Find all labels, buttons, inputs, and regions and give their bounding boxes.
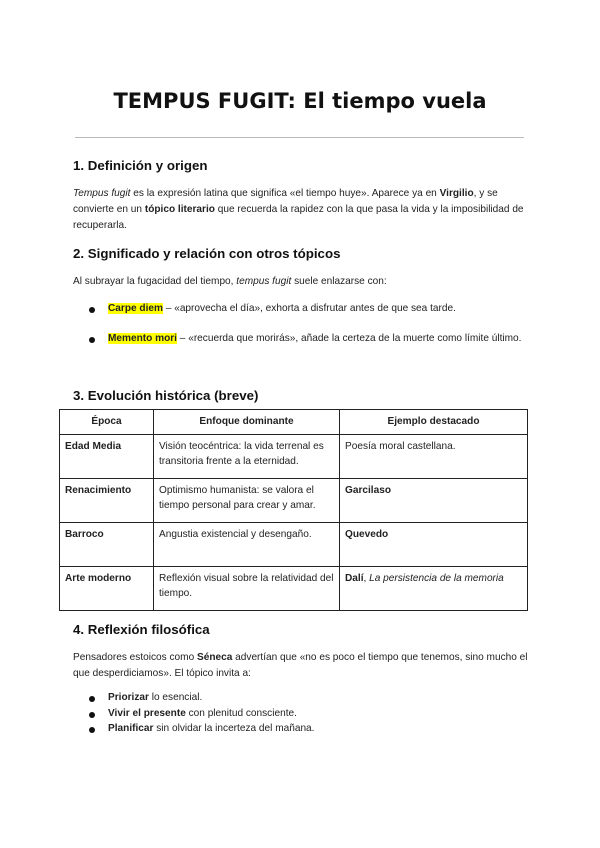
text-run: advertían que «no es poco el tiempo que tenemos, sino mucho el que desperdiciamos». El tópico invita a: [73, 652, 528, 679]
example-author: Quevedo [345, 529, 389, 540]
cell-example [340, 567, 528, 611]
section3-heading: 3. Evolución histórica (breve) [73, 388, 259, 403]
example-separator: , [363, 573, 370, 584]
term-topico-literario: tópico literario [144, 204, 215, 215]
bullet-icon [89, 696, 95, 702]
column-header: Enfoque dominante [154, 410, 340, 435]
cell-focus: Optimismo humanista: se valora el tiempo personal para crear y amar. [154, 479, 340, 523]
text-run: Al subrayar la fugacidad del tiempo, [73, 276, 237, 287]
section1-paragraph [73, 186, 528, 234]
list-item-term: Planificar [108, 723, 154, 734]
section2-heading: 2. Significado y relación con otros tópicos [73, 246, 341, 261]
bullet-icon [89, 307, 95, 313]
list-item-text: sin olvidar la incerteza del mañana. [153, 723, 315, 734]
cell-epoch: Barroco [60, 523, 154, 567]
list-item-planificar [108, 721, 528, 736]
section2-intro [73, 274, 528, 290]
term-tempus-fugit: tempus fugit [236, 276, 292, 287]
bullet-icon [89, 337, 95, 343]
list-item-text: con plenitud consciente. [185, 708, 297, 719]
column-header: Ejemplo destacado [340, 410, 528, 435]
cell-example [340, 435, 528, 479]
cell-focus: Reflexión visual sobre la relatividad del tiempo. [154, 567, 340, 611]
text-run: que recuerda la rapidez con la que pasa la vida y la imposibilidad de recuperarla. [73, 204, 524, 231]
table-row [60, 567, 528, 611]
example-text: Poesía moral castellana. [345, 441, 456, 452]
text-run: es la expresión latina que significa «el tiempo huye». Aparece ya en [130, 188, 440, 199]
section1-heading: 1. Definición y origen [73, 158, 208, 173]
section4-heading: 4. Reflexión filosófica [73, 622, 210, 637]
bullet-icon [89, 712, 95, 718]
term-virgilio: Virgilio [439, 188, 474, 199]
section4-paragraph [73, 650, 528, 682]
cell-epoch: Arte moderno [60, 567, 154, 611]
highlight-memento-mori: Memento mori [108, 333, 177, 344]
cell-epoch: Edad Media [60, 435, 154, 479]
table-row [60, 435, 528, 479]
list-item-vivir [108, 706, 528, 721]
text-run: suele enlazarse con: [291, 276, 387, 287]
text-run: Pensadores estoicos como [73, 652, 197, 663]
term-seneca: Séneca [197, 652, 233, 663]
list-item-carpe-diem [108, 301, 528, 316]
table-row [60, 479, 528, 523]
history-table [59, 409, 528, 611]
table-header-row [60, 410, 528, 435]
title-divider [75, 137, 524, 138]
list-item-text: lo esencial. [148, 692, 203, 703]
cell-focus: Visión teocéntrica: la vida terrenal es transitoria frente a la eternidad. [154, 435, 340, 479]
list-item-term: Vivir el presente [108, 708, 186, 719]
cell-focus: Angustia existencial y desengaño. [154, 523, 340, 567]
cell-example [340, 523, 528, 567]
list-item-text: – «recuerda que morirás», añade la certeza de la muerte como límite último. [176, 333, 522, 344]
list-item-priorizar [108, 690, 528, 705]
page-title: TEMPUS FUGIT: El tiempo vuela [113, 89, 487, 113]
example-author: Dalí [345, 573, 364, 584]
cell-epoch: Renacimiento [60, 479, 154, 523]
example-author: Garcilaso [345, 485, 392, 496]
cell-example [340, 479, 528, 523]
term-tempus-fugit: Tempus fugit [73, 188, 131, 199]
bullet-icon [89, 727, 95, 733]
list-item-text: – «aprovecha el día», exhorta a disfrutar antes de que sea tarde. [162, 303, 456, 314]
highlight-carpe-diem: Carpe diem [108, 303, 163, 314]
column-header: Época [60, 410, 154, 435]
table-row [60, 523, 528, 567]
list-item-memento-mori [108, 331, 528, 346]
example-work: La persistencia de la memoria [369, 573, 504, 584]
list-item-term: Priorizar [108, 692, 149, 703]
text-run: , y se convierte en un [73, 188, 498, 215]
